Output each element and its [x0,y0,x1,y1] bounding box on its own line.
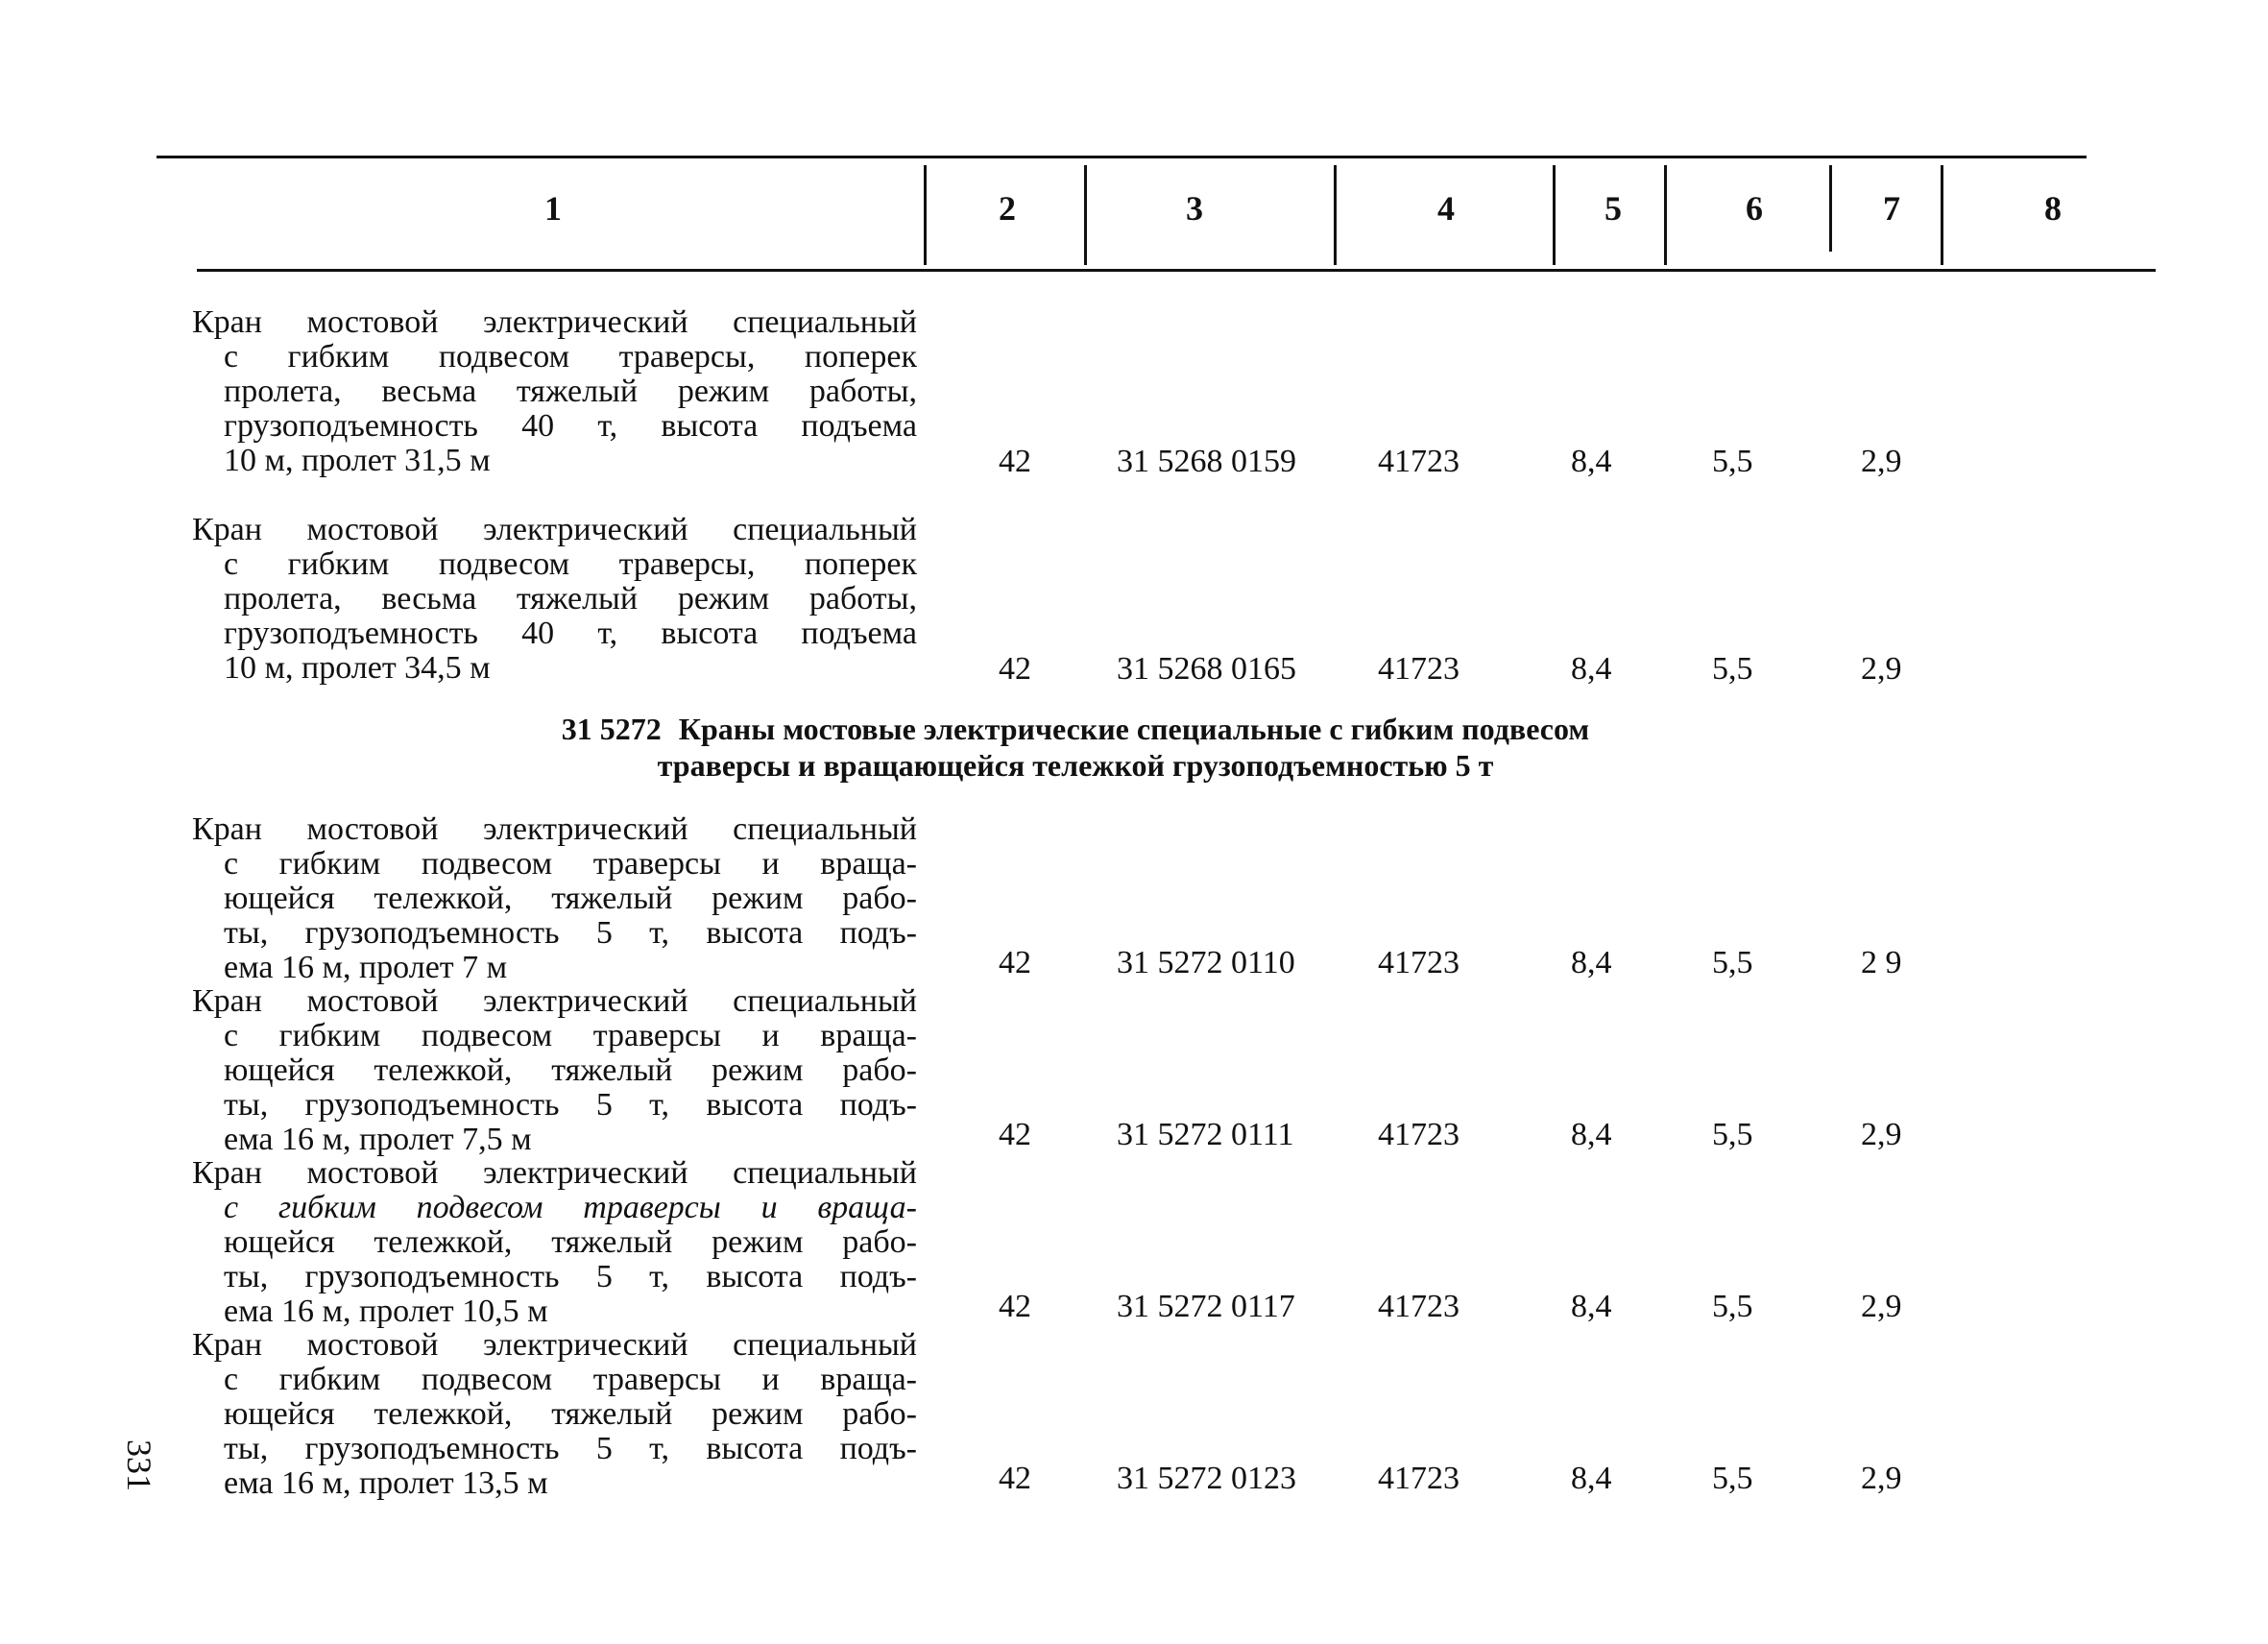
section-title-line-1: Краны мостовые электрические специальные с гибким подвесом [678,712,1590,746]
header-col-4: 4 [1437,189,1455,228]
cell-col-3: 31 5268 0165 [1117,651,1296,687]
cell-col-7: 2,9 [1861,444,1902,479]
cell-col-5: 8,4 [1571,1117,1612,1152]
cell-col-7: 2,9 [1861,651,1902,687]
cell-col-3: 31 5272 0110 [1117,945,1295,980]
table-row-description: Кран мостовой электрический специальный с гибким подвесом траверсы и враща- ющейся тележкой, тяжелый режим рабо- ты, грузоподъемность 5 т, высота подъ- ема 16 м, пролет 13,5 м [192,1327,917,1501]
cell-col-4: 41723 [1378,444,1460,479]
header-rule [197,269,2156,272]
cell-col-4: 41723 [1378,1461,1460,1496]
cell-col-4: 41723 [1378,1117,1460,1152]
column-divider [1941,165,1943,265]
cell-col-5: 8,4 [1571,1461,1612,1496]
cell-col-2: 42 [999,945,1031,980]
page-number: 331 [120,1439,158,1491]
cell-col-6: 5,5 [1712,1117,1753,1152]
table-row-description: Кран мостовой электрический специальный с гибким подвесом траверсы и враща- ющейся тележкой, тяжелый режим рабо- ты, грузоподъемность 5 т, высота подъ- ема 16 м, пролет 7 м [192,811,917,985]
column-divider [924,165,927,265]
cell-col-2: 42 [999,1289,1031,1324]
cell-col-6: 5,5 [1712,945,1753,980]
column-divider [1084,165,1087,265]
cell-col-2: 42 [999,1117,1031,1152]
cell-col-5: 8,4 [1571,945,1612,980]
cell-col-6: 5,5 [1712,1289,1753,1324]
section-code: 31 5272 [561,712,662,746]
table-row-description: Кран мостовой электрический специальный с гибким подвесом траверсы и враща- ющейся тележкой, тяжелый режим рабо- ты, грузоподъемность 5 т, высота подъ- ема 16 м, пролет 10,5 м [192,1155,917,1329]
cell-col-2: 42 [999,651,1031,687]
cell-col-7: 2,9 [1861,1117,1902,1152]
cell-col-6: 5,5 [1712,1461,1753,1496]
table-row-description: Кран мостовой электрический специальный с гибким подвесом траверсы, поперек пролета, весьма тяжелый режим работы, грузоподъемность 40 т, высота подъема 10 м, пролет 34,5 м [192,512,917,686]
column-divider [1829,165,1832,252]
cell-col-3: 31 5272 0111 [1117,1117,1294,1152]
column-divider [1553,165,1556,265]
column-divider [1664,165,1667,265]
cell-col-5: 8,4 [1571,651,1612,687]
cell-col-3: 31 5268 0159 [1117,444,1296,479]
header-col-1: 1 [544,189,562,228]
table-row-description: Кран мостовой электрический специальный с гибким подвесом траверсы и враща- ющейся тележкой, тяжелый режим рабо- ты, грузоподъемность 5 т, высота подъ- ема 16 м, пролет 7,5 м [192,983,917,1157]
cell-col-3: 31 5272 0123 [1117,1461,1296,1496]
header-col-3: 3 [1186,189,1203,228]
header-col-2: 2 [999,189,1016,228]
cell-col-4: 41723 [1378,1289,1460,1324]
cell-col-6: 5,5 [1712,444,1753,479]
cell-col-4: 41723 [1378,945,1460,980]
cell-col-7: 2 9 [1861,945,1902,980]
cell-col-3: 31 5272 0117 [1117,1289,1295,1324]
cell-col-2: 42 [999,444,1031,479]
cell-col-4: 41723 [1378,651,1460,687]
header-col-5: 5 [1604,189,1622,228]
cell-col-2: 42 [999,1461,1031,1496]
header-col-8: 8 [2044,189,2062,228]
cell-col-6: 5,5 [1712,651,1753,687]
cell-col-5: 8,4 [1571,444,1612,479]
cell-col-5: 8,4 [1571,1289,1612,1324]
column-divider [1334,165,1337,265]
cell-col-7: 2,9 [1861,1461,1902,1496]
table-row-description: Кран мостовой электрический специальный с гибким подвесом траверсы, поперек пролета, весьма тяжелый режим работы, грузоподъемность 40 т, высота подъема 10 м, пролет 31,5 м [192,304,917,478]
top-rule [157,156,2087,158]
cell-col-7: 2,9 [1861,1289,1902,1324]
header-col-6: 6 [1746,189,1763,228]
section-title-line-2: траверсы и вращающейся тележкой грузоподъемностью 5 т [657,748,1494,783]
section-heading [451,711,1700,784]
header-col-7: 7 [1883,189,1900,228]
